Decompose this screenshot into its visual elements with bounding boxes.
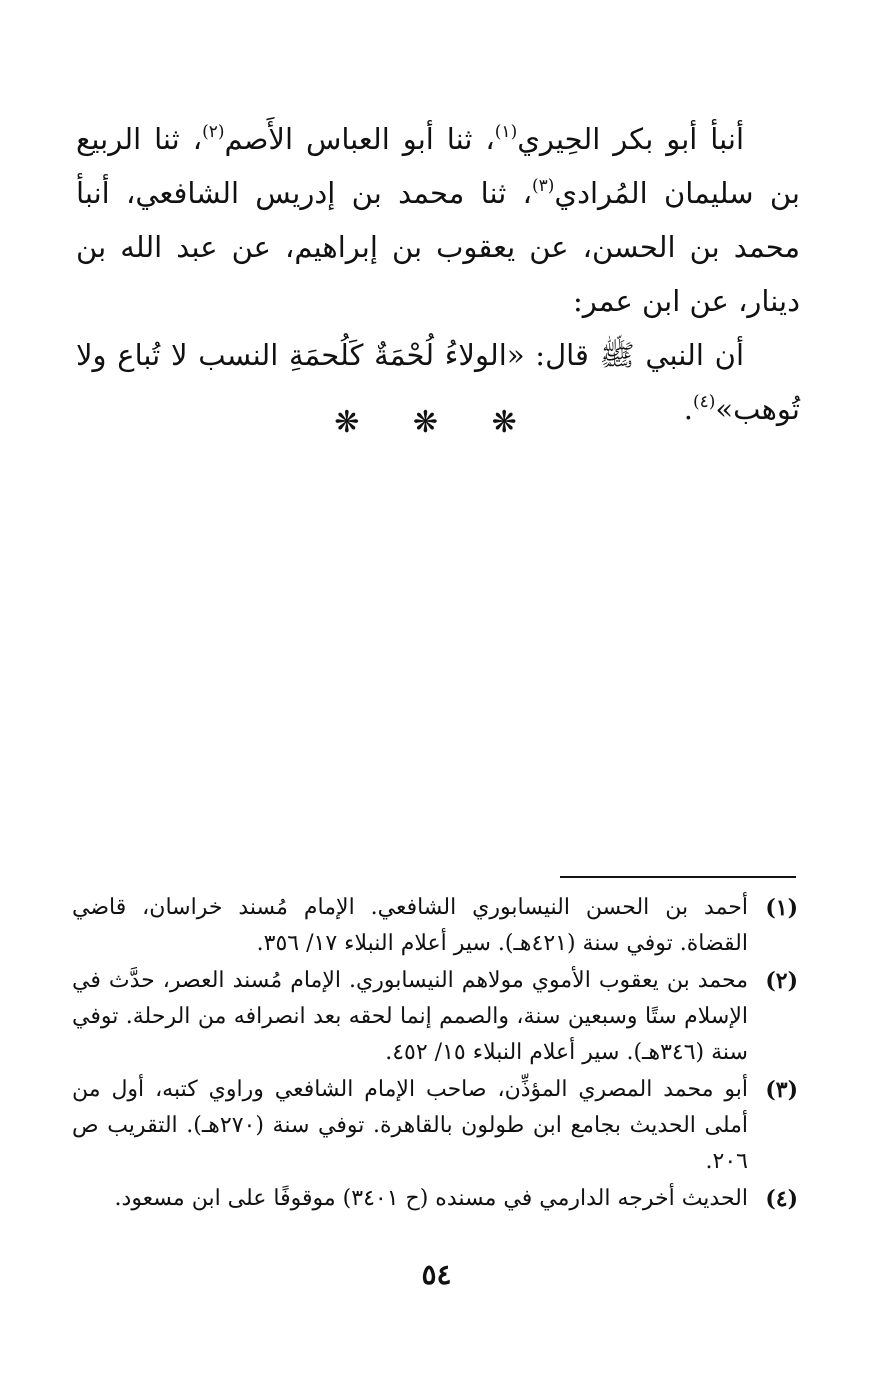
text-segment: ، ثنا محمد بن إدريس الشافعي، أنبأ محمد بن الحسن، عن يعقوب بن إبراهيم، عن عبد الله بن دينار، عن ابن عمر: bbox=[76, 176, 800, 318]
footnotes bbox=[72, 890, 798, 1218]
footnote-3 bbox=[72, 1072, 798, 1180]
footnote-1 bbox=[72, 890, 798, 962]
footnote-text: أحمد بن الحسن النيسابوري الشافعي. الإمام مُسند خراسان، قاضي القضاة. توفي سنة (٤٢١هـ). سير أعلام النبلاء ١٧/ ٣٥٦. bbox=[72, 895, 748, 956]
text-segment: أن النبي ﷺ قال: «الولاءُ لُحْمَةٌ كَلُحمَةِ النسب لا تُباع ولا تُوهب» bbox=[76, 338, 800, 426]
footnote-ref-3: (٣) bbox=[531, 176, 555, 196]
text-segment: أنبأ أبو بكر الحِيري bbox=[517, 122, 745, 156]
text-segment: . bbox=[683, 392, 693, 426]
footnote-ref-4: (٤) bbox=[693, 392, 716, 412]
text-segment: ، ثنا الربيع بن سليمان المُرادي bbox=[76, 122, 801, 210]
footnote-2 bbox=[72, 963, 798, 1071]
footnote-number: (٤) bbox=[765, 1186, 798, 1212]
main-text bbox=[76, 112, 800, 436]
text-segment: ، ثنا أبو العباس الأَصم bbox=[224, 122, 495, 156]
isnad-paragraph bbox=[76, 112, 800, 328]
footnote-number: (٢) bbox=[765, 968, 798, 994]
section-separator: ❋ ❋ ❋ bbox=[334, 405, 539, 440]
footnote-4 bbox=[72, 1181, 798, 1217]
footnote-text: محمد بن يعقوب الأموي مولاهم النيسابوري. الإمام مُسند العصر، حدَّث في الإسلام ستًا وسبعين سنة، والصمم إنما لحقه بعد انصرافه من الرحلة. توفي سنة (٣٤٦هـ). سير أعلام النبلاء ١٥/ ٤٥٢. bbox=[72, 968, 748, 1065]
page-number: ٥٤ bbox=[421, 1258, 452, 1291]
footnote-number: (١) bbox=[765, 895, 798, 921]
footnote-text: الحديث أخرجه الدارمي في مسنده (ح ٣٤٠١) موقوفًا على ابن مسعود. bbox=[114, 1186, 748, 1211]
footnote-ref-2: (٢) bbox=[202, 122, 225, 142]
footnote-divider bbox=[560, 876, 796, 878]
footnote-number: (٣) bbox=[765, 1077, 798, 1103]
footnote-ref-1: (١) bbox=[494, 122, 518, 142]
footnote-text: أبو محمد المصري المؤذِّن، صاحب الإمام الشافعي وراوي كتبه، أول من أملى الحديث بجامع ابن طولون بالقاهرة. توفي سنة (٢٧٠هـ). التقريب ص ٢٠٦. bbox=[72, 1077, 748, 1174]
